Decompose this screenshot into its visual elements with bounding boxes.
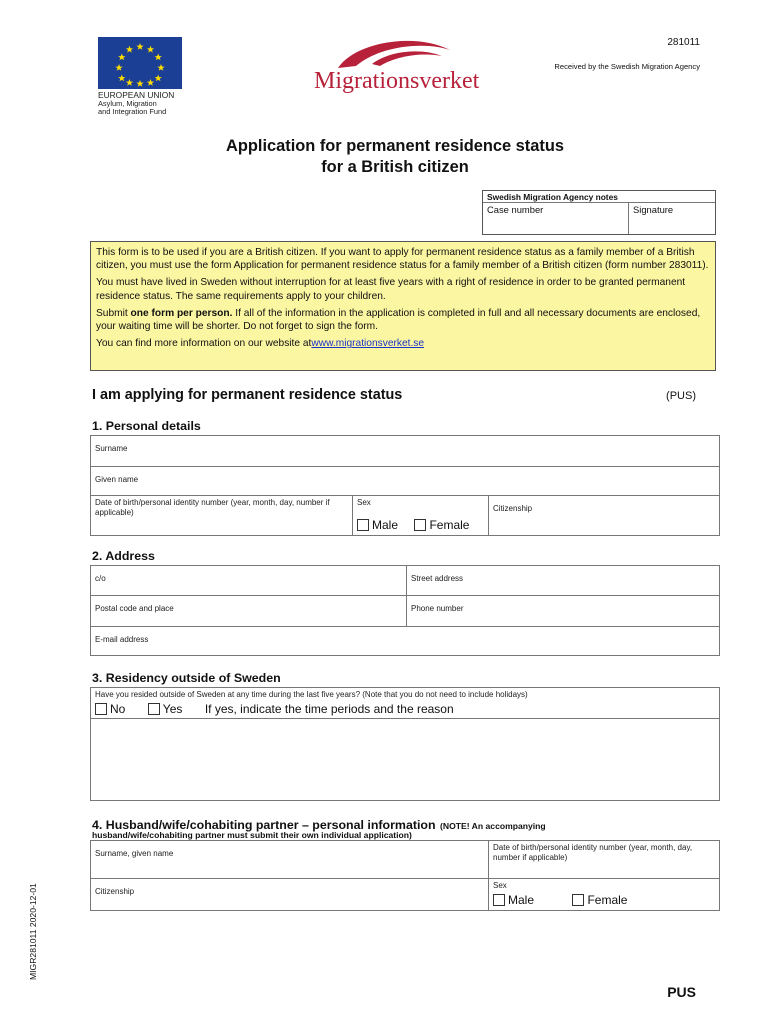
eu-fund-text — [98, 91, 174, 117]
partner-sex-field — [489, 879, 719, 910]
street-address-field[interactable] — [407, 566, 719, 596]
form-version-code: MIGR281011 2020-12-01 — [28, 883, 38, 980]
eu-line-1: EUROPEAN UNION — [98, 90, 175, 100]
agency-notes-heading: Swedish Migration Agency notes — [483, 191, 715, 203]
partner-male-checkbox[interactable] — [493, 894, 505, 906]
partner-note-1: (NOTE! An accompanying — [440, 821, 546, 831]
partner-name-label: Surname, given name — [95, 849, 174, 858]
form-number: 281011 — [667, 37, 700, 48]
residency-question: Have you resided outside of Sweden at any time during the last five years? (Note that you do not need to include holidays) — [95, 690, 528, 699]
citizenship-field[interactable] — [489, 496, 719, 535]
given-name-field[interactable] — [91, 467, 719, 496]
info-paragraph-4 — [96, 337, 710, 350]
phone-number-field[interactable] — [407, 596, 719, 627]
eu-line-2: Asylum, Migration — [98, 98, 157, 108]
partner-citizenship-field[interactable] — [91, 879, 489, 910]
info-paragraph-1: This form is to be used if you are a British citizen. If you want to apply for permanent residence status as a family member of a British citizen, you must use the form Application for permanent residence status for a family member of a British citizen (form number 283011). — [96, 247, 709, 272]
email-field[interactable] — [91, 627, 719, 655]
migrationsverket-logo — [310, 34, 490, 94]
partner-note-2: husband/wife/cohabiting partner must submit their own individual application) — [92, 830, 412, 840]
info-paragraph-3 — [96, 307, 710, 333]
citizenship-label: Citizenship — [493, 504, 533, 513]
co-label: c/o — [95, 574, 106, 583]
if-yes-label: If yes, indicate the time periods and the reason — [204, 702, 454, 716]
applying-code: (PUS) — [666, 390, 696, 402]
sex-field — [353, 496, 489, 535]
street-address-label: Street address — [411, 574, 464, 583]
surname-label: Surname — [95, 444, 128, 453]
info-p3-bold: one form per person. — [130, 307, 233, 319]
partner-sex-label: Sex — [493, 881, 507, 890]
phone-number-label: Phone number — [411, 604, 464, 613]
info-box — [90, 241, 716, 371]
agency-logo-text: Migrationsverket — [314, 68, 480, 94]
footer-code: PUS — [667, 984, 696, 1000]
partner-dob-label: Date of birth/personal identity number (year, month, day, number if applicable) — [493, 843, 693, 862]
website-link[interactable]: www.migrationsverket.se — [311, 338, 425, 350]
female-checkbox[interactable] — [414, 519, 426, 531]
dob-field[interactable] — [91, 496, 353, 535]
sex-label: Sex — [357, 498, 371, 507]
title-line-1: Application for permanent residence status — [226, 137, 564, 155]
surname-field[interactable] — [91, 436, 719, 467]
postal-code-label: Postal code and place — [95, 604, 174, 613]
email-label: E-mail address — [95, 635, 149, 644]
partner-box — [90, 840, 720, 911]
personal-details-title: 1. Personal details — [92, 419, 201, 433]
partner-male-label: Male — [508, 893, 535, 907]
male-label: Male — [372, 518, 399, 532]
eu-line-3: and Integration Fund — [98, 107, 167, 117]
partner-title: 4. Husband/wife/cohabiting partner – personal information — [92, 818, 436, 832]
eu-flag-icon — [98, 37, 182, 89]
partner-female-label: Female — [587, 893, 628, 907]
info-p4-pre: You can find more information on our website at — [96, 338, 312, 350]
info-p3-post: If all of the information in the application is completed in full and all necessary documents are enclosed, your waiting time will be shorter. Do not forget to sign the form. — [96, 307, 701, 333]
personal-details-box — [90, 435, 720, 536]
partner-dob-field[interactable] — [489, 841, 719, 879]
yes-label: Yes — [162, 702, 183, 716]
case-number-field: Case number — [483, 203, 629, 234]
residency-question-row — [91, 688, 719, 719]
address-title: 2. Address — [92, 549, 155, 563]
signature-field: Signature — [633, 204, 674, 215]
no-label: No — [110, 702, 126, 716]
applying-heading: I am applying for permanent residence status — [92, 387, 403, 403]
dob-label: Date of birth/personal identity number (year, month, day, number if applicable) — [95, 498, 330, 517]
yes-checkbox[interactable] — [148, 703, 160, 715]
info-p3-pre: Submit — [96, 307, 131, 319]
residency-title: 3. Residency outside of Sweden — [92, 671, 281, 685]
postal-code-field[interactable] — [91, 596, 407, 627]
given-name-label: Given name — [95, 475, 139, 484]
residency-box — [90, 687, 720, 801]
partner-citizenship-label: Citizenship — [95, 887, 135, 896]
no-checkbox[interactable] — [95, 703, 107, 715]
male-checkbox[interactable] — [357, 519, 369, 531]
residency-periods-field[interactable] — [91, 719, 719, 800]
received-label: Received by the Swedish Migration Agency — [554, 62, 700, 71]
partner-name-field[interactable] — [91, 841, 489, 879]
address-box — [90, 565, 720, 656]
partner-female-checkbox[interactable] — [572, 894, 584, 906]
page-title — [0, 136, 770, 178]
female-label: Female — [429, 518, 470, 532]
info-paragraph-2: You must have lived in Sweden without interruption for at least five years with a right of residence in order to be granted permanent residence status. The same requirements apply to your children. — [96, 277, 686, 302]
co-field[interactable] — [91, 566, 407, 596]
title-line-2: for a British citizen — [321, 158, 469, 176]
agency-notes-box — [482, 190, 716, 235]
